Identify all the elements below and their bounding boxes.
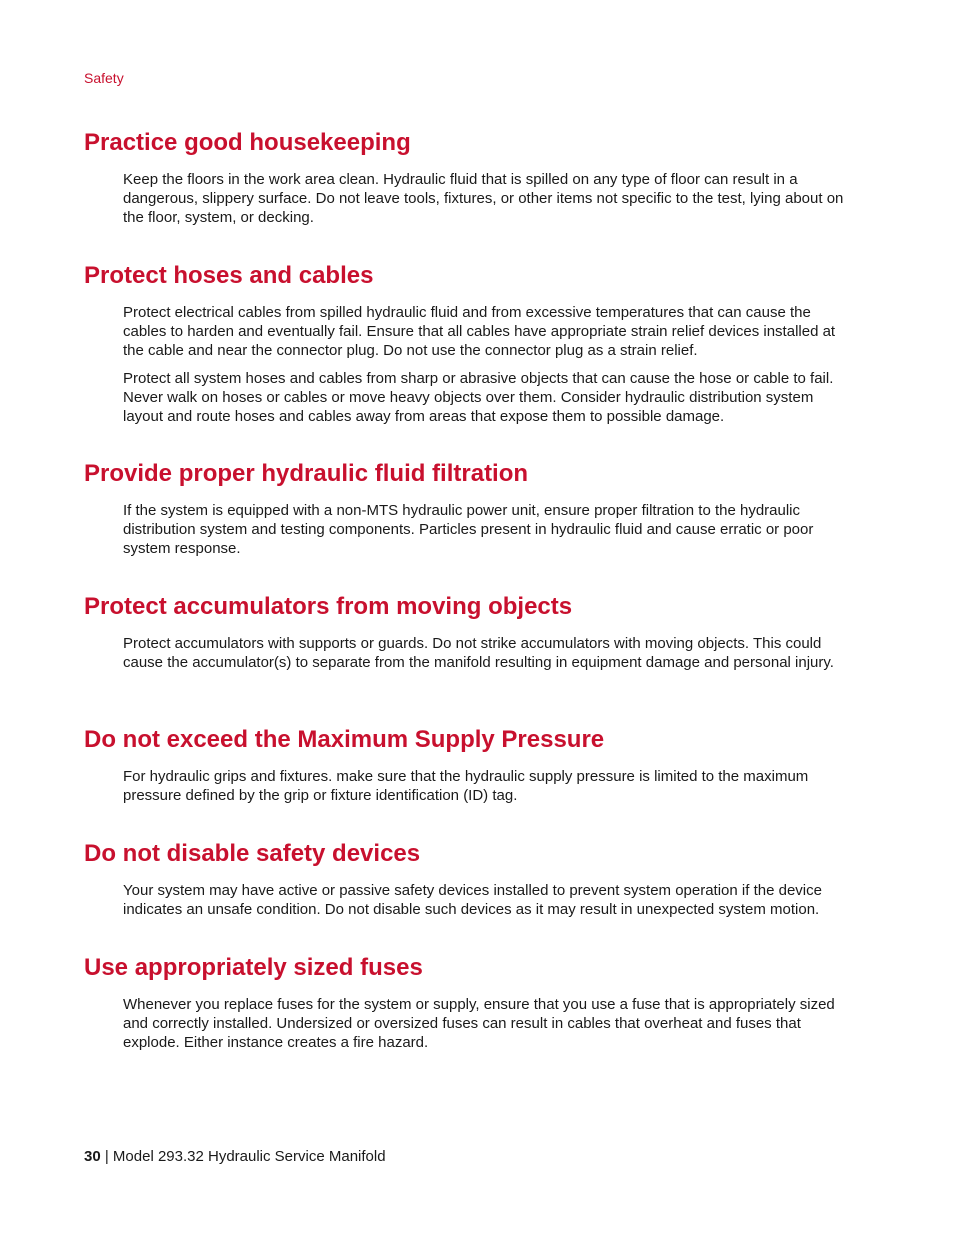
section-heading: Protect hoses and cables: [84, 262, 374, 289]
section-safety-devices: [84, 839, 874, 928]
section-paragraph: Your system may have active or passive safety devices installed to prevent system operation if the device indicates an unsafe condition. Do not disable such devices as it may result in unexpected system motion.: [123, 882, 822, 918]
section-accumulators: [84, 592, 874, 681]
section-heading: Protect accumulators from moving objects: [84, 593, 573, 620]
section-paragraph: If the system is equipped with a non-MTS hydraulic power unit, ensure proper filtration to the hydraulic distribution system and testing components. Particles present in hydraulic fluid and cause erratic or poor system response.: [123, 502, 814, 557]
section-paragraph: Keep the floors in the work area clean. Hydraulic fluid that is spilled on any type of floor can result in a dangerous, slippery surface. Do not leave tools, fixtures, or other items not specific to the test, lying about on the floor, system, or decking.: [123, 171, 844, 226]
section-heading: Use appropriately sized fuses: [84, 954, 423, 981]
page-number: 30: [84, 1148, 101, 1165]
document-title: Model 293.32 Hydraulic Service Manifold: [112, 1148, 386, 1165]
section-paragraph: For hydraulic grips and fixtures. make sure that the hydraulic supply pressure is limited to the maximum pressure defined by the grip or fixture identification (ID) tag.: [123, 768, 809, 804]
running-header: Safety: [84, 70, 124, 86]
section-fuses: [84, 953, 874, 1061]
section-paragraph: Protect accumulators with supports or guards. Do not strike accumulators with moving objects. This could cause the accumulator(s) to separate from the manifold resulting in equipment damage and personal injury.: [123, 635, 834, 671]
footer-separator: |: [100, 1148, 113, 1165]
section-hoses-cables: [84, 261, 874, 435]
section-heading: Provide proper hydraulic fluid filtration: [84, 460, 529, 487]
section-housekeeping: [84, 128, 874, 236]
section-heading: Practice good housekeeping: [84, 129, 411, 156]
section-paragraph: Protect electrical cables from spilled hydraulic fluid and from excessive temperatures that can cause the cables to harden and eventually fail. Ensure that all cables have appropriate strain relief devices installed at the cable and near the connector plug. Do not use the connector plug as a strain relief.: [123, 304, 836, 359]
section-heading: Do not exceed the Maximum Supply Pressure: [84, 726, 605, 753]
section-max-pressure: [84, 725, 874, 814]
section-paragraph: Protect all system hoses and cables from sharp or abrasive objects that can cause the hose or cable to fail. Never walk on hoses or cables or move heavy objects over them. Consider hydraulic distribution system layout and route hoses and cables away from areas that expose them to possible damage.: [123, 370, 834, 425]
section-paragraph: Whenever you replace fuses for the system or supply, ensure that you use a fuse that is appropriately sized and correctly installed. Undersized or oversized fuses can result in cables that overheat and fuses that explode. Either instance creates a fire hazard.: [123, 996, 835, 1051]
page-footer: [84, 1148, 386, 1165]
section-fluid-filtration: [84, 459, 874, 567]
section-heading: Do not disable safety devices: [84, 840, 421, 867]
